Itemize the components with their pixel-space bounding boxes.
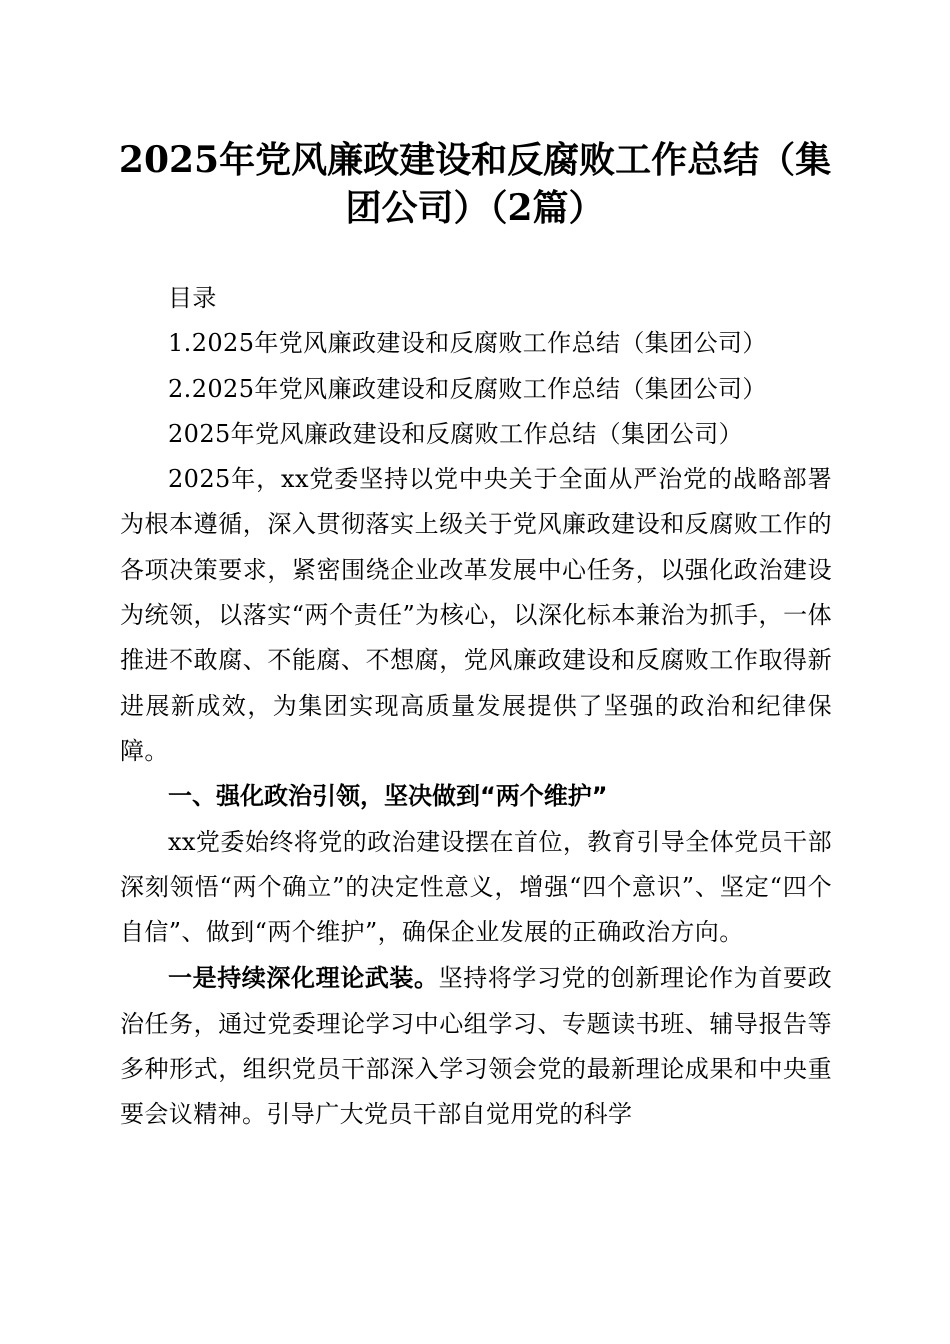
intro-paragraph: 2025年，xx党委坚持以党中央关于全面从严治党的战略部署为根本遵循，深入贯彻落实上级关于党风廉政建设和反腐败工作的各项决策要求，紧密围绕企业改革发展中心任务，以强化政治建设为统领，以落实“两个责任”为核心，以深化标本兼治为抓手，一体推进不敢腐、不能腐、不想腐，党风廉政建设和反腐败工作取得新进展新成效，为集团实现高质量发展提供了坚强的政治和纪律保障。 [120, 465, 832, 765]
point-1-paragraph [120, 955, 832, 1137]
article-title: 2025年党风廉政建设和反腐败工作总结（集团公司） [168, 419, 744, 448]
point-1-lead: 一是持续深化理论武装。 [168, 963, 439, 993]
toc-item-2: 2.2025年党风廉政建设和反腐败工作总结（集团公司） [168, 374, 767, 403]
document-title: 2025年党风廉政建设和反腐败工作总结（集团公司）（2篇） [118, 139, 832, 229]
section-1-paragraph: xx党委始终将党的政治建设摆在首位，教育引导全体党员干部深刻领悟“两个确立”的决定性意义，增强“四个意识”、坚定“四个自信”、做到“两个维护”，确保企业发展的正确政治方向。 [120, 827, 832, 947]
toc-label: 目录 [168, 284, 217, 312]
point-1-text: 坚持将学习党的创新理论作为首要政治任务，通过党委理论学习中心组学习、专题读书班、辅导报告等多种形式，组织党员干部深入学习领会党的最新理论成果和中央重要会议精神。引导广大党员干部自觉用党的科学 [120, 964, 832, 1129]
document-body [120, 276, 832, 1138]
section-1-heading: 一、强化政治引领，坚决做到“两个维护” [168, 782, 608, 811]
toc-item-1: 1.2025年党风廉政建设和反腐败工作总结（集团公司） [168, 329, 767, 358]
